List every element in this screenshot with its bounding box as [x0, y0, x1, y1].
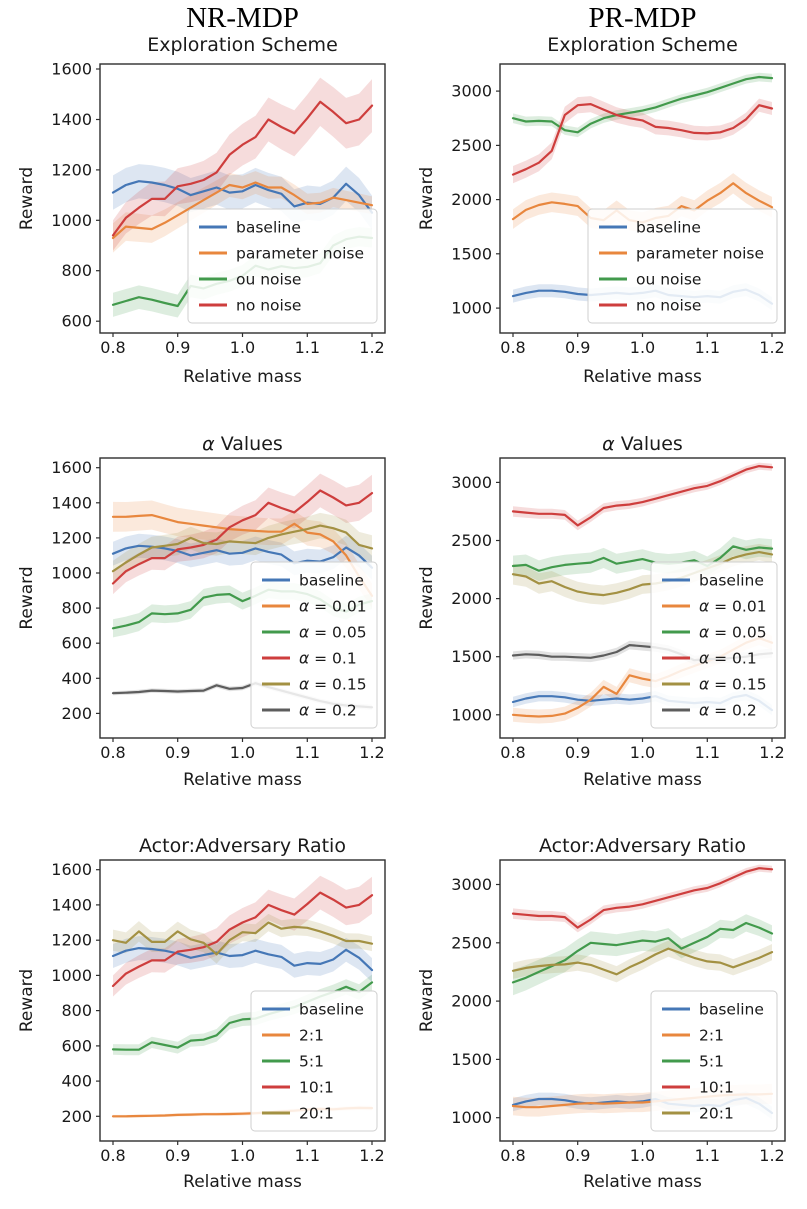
charts-column-left — [0, 34, 400, 1207]
y-tick-label: 1200 — [51, 528, 92, 548]
charts-column-right — [400, 34, 807, 1207]
legend-label: no noise — [236, 296, 302, 315]
y-axis-label: Reward — [417, 566, 437, 630]
x-tick-label: 1.1 — [694, 743, 721, 762]
chart-title: Exploration Scheme — [547, 34, 738, 56]
x-tick-label: 1.1 — [294, 338, 321, 357]
y-tick-label: 1400 — [51, 895, 92, 915]
legend-label: 10:1 — [699, 1078, 734, 1097]
legend-label: α = 0.05 — [299, 623, 367, 642]
x-tick-label: 1.1 — [694, 1146, 721, 1165]
legend-label: 20:1 — [299, 1104, 334, 1123]
x-tick-label: 0.8 — [100, 743, 126, 762]
x-axis-label: Relative mass — [183, 367, 302, 387]
y-axis-label: Reward — [417, 166, 437, 231]
y-axis-label: Reward — [417, 968, 437, 1033]
legend — [188, 209, 377, 323]
legend-label: 10:1 — [299, 1078, 334, 1097]
legend-label: α = 0.2 — [699, 701, 757, 720]
legend-label: α = 0.15 — [299, 675, 367, 694]
y-tick-label: 1500 — [451, 1049, 492, 1069]
legend-label: baseline — [636, 218, 701, 237]
legend — [251, 562, 377, 728]
legend — [588, 209, 777, 323]
chart-cell-pr-alpha-values — [400, 398, 807, 803]
column-header-nr-mdp: NR-MDP — [186, 2, 299, 34]
chart-cell-nr-exploration-scheme — [0, 34, 400, 398]
y-tick-label: 400 — [61, 668, 92, 688]
x-tick-label: 0.8 — [500, 1146, 526, 1165]
legend — [651, 991, 777, 1131]
chart-pr-actor-adversary-ratio — [400, 803, 800, 1207]
legend-label: 2:1 — [699, 1026, 724, 1045]
legend-label: α = 0.2 — [299, 701, 357, 720]
y-tick-label: 2500 — [451, 933, 492, 953]
x-axis-label: Relative mass — [583, 1172, 702, 1192]
y-tick-label: 200 — [61, 703, 92, 723]
y-tick-label: 1600 — [51, 59, 92, 79]
y-tick-label: 600 — [61, 1036, 92, 1056]
y-axis-label: Reward — [17, 566, 37, 630]
x-tick-label: 0.9 — [564, 338, 591, 357]
legend-label: 5:1 — [299, 1052, 324, 1071]
x-tick-label: 1.2 — [759, 338, 785, 357]
legend-label: ou noise — [236, 270, 302, 289]
x-tick-label: 1.1 — [294, 1146, 321, 1165]
y-tick-label: 600 — [61, 633, 92, 653]
y-tick-label: 2000 — [451, 190, 492, 210]
x-tick-label: 1.0 — [629, 338, 656, 357]
x-tick-label: 1.1 — [694, 338, 721, 357]
y-tick-label: 1000 — [51, 965, 92, 985]
chart-cell-pr-exploration-scheme — [400, 34, 807, 398]
legend-label: ou noise — [636, 270, 702, 289]
x-tick-label: 1.0 — [629, 1146, 656, 1165]
chart-title: Actor:Adversary Ratio — [539, 835, 746, 857]
chart-pr-exploration-scheme — [400, 34, 800, 398]
x-tick-label: 0.9 — [564, 743, 591, 762]
legend-label: α = 0.1 — [299, 649, 357, 668]
x-tick-label: 1.0 — [229, 1146, 256, 1165]
legend-label: no noise — [636, 296, 702, 315]
chart-pr-alpha-values — [400, 398, 800, 803]
legend — [651, 562, 777, 728]
y-tick-label: 1000 — [51, 210, 92, 230]
chart-cell-pr-actor-adversary-ratio — [400, 803, 807, 1207]
legend-label: 2:1 — [299, 1026, 324, 1045]
chart-title: α Values — [202, 433, 283, 455]
legend-label: α = 0.1 — [699, 649, 757, 668]
chart-nr-alpha-values — [0, 398, 400, 803]
legend-label: baseline — [699, 1000, 764, 1019]
y-tick-label: 1500 — [451, 647, 492, 667]
y-tick-label: 1000 — [451, 1108, 492, 1128]
x-tick-label: 0.8 — [100, 338, 126, 357]
legend-label: α = 0.01 — [699, 597, 767, 616]
column-header-pr-mdp: PR-MDP — [588, 2, 697, 34]
column-nr-mdp — [0, 0, 400, 1209]
y-tick-label: 1600 — [51, 860, 92, 880]
y-tick-label: 2500 — [451, 135, 492, 155]
x-tick-label: 0.8 — [500, 743, 526, 762]
legend-label: α = 0.05 — [699, 623, 767, 642]
legend — [251, 991, 377, 1131]
legend-label: baseline — [236, 218, 301, 237]
legend-label: 20:1 — [699, 1104, 734, 1123]
legend-label: baseline — [299, 1000, 364, 1019]
legend-label: 5:1 — [699, 1052, 724, 1071]
x-tick-label: 0.9 — [164, 743, 191, 762]
x-tick-label: 1.2 — [359, 743, 385, 762]
legend-label: parameter noise — [636, 244, 764, 263]
x-tick-label: 1.2 — [359, 1146, 385, 1165]
y-tick-label: 1400 — [51, 493, 92, 513]
y-tick-label: 1000 — [51, 563, 92, 583]
y-tick-label: 1600 — [51, 458, 92, 478]
y-tick-label: 1200 — [51, 160, 92, 180]
x-tick-label: 1.2 — [759, 743, 785, 762]
x-tick-label: 1.2 — [359, 338, 385, 357]
series-band-alpha-0-1 — [513, 463, 772, 531]
x-tick-label: 1.0 — [629, 743, 656, 762]
chart-nr-exploration-scheme — [0, 34, 400, 398]
x-tick-label: 1.1 — [294, 743, 321, 762]
chart-title: α Values — [602, 433, 683, 455]
y-tick-label: 3000 — [451, 81, 492, 101]
y-tick-label: 1000 — [451, 705, 492, 725]
chart-nr-actor-adversary-ratio — [0, 803, 400, 1207]
chart-title: Exploration Scheme — [147, 34, 338, 56]
y-tick-label: 1000 — [451, 298, 492, 318]
chart-cell-nr-alpha-values — [0, 398, 400, 803]
x-tick-label: 1.2 — [759, 1146, 785, 1165]
legend-label: baseline — [699, 571, 764, 590]
y-tick-label: 2000 — [451, 589, 492, 609]
legend-label: baseline — [299, 571, 364, 590]
y-tick-label: 1400 — [51, 110, 92, 129]
x-tick-label: 1.0 — [229, 743, 256, 762]
chart-title: Actor:Adversary Ratio — [139, 835, 346, 857]
x-tick-label: 0.8 — [500, 338, 526, 357]
y-tick-label: 200 — [61, 1106, 92, 1126]
y-axis-label: Reward — [17, 968, 37, 1033]
y-axis-label: Reward — [17, 166, 37, 231]
x-tick-label: 0.9 — [564, 1146, 591, 1165]
legend-label: α = 0.01 — [299, 597, 367, 616]
y-tick-label: 3000 — [451, 472, 492, 492]
column-pr-mdp — [400, 0, 807, 1209]
chart-cell-nr-actor-adversary-ratio — [0, 803, 400, 1207]
x-tick-label: 0.9 — [164, 1146, 191, 1165]
y-tick-label: 2000 — [451, 991, 492, 1011]
legend-label: α = 0.15 — [699, 675, 767, 694]
x-axis-label: Relative mass — [183, 1172, 302, 1192]
x-axis-label: Relative mass — [183, 770, 302, 790]
y-tick-label: 3000 — [451, 875, 492, 894]
x-tick-label: 0.8 — [100, 1146, 126, 1165]
y-tick-label: 600 — [61, 311, 92, 331]
y-tick-label: 800 — [61, 598, 92, 618]
legend-label: parameter noise — [236, 244, 364, 263]
y-tick-label: 800 — [61, 261, 92, 281]
y-tick-label: 1500 — [451, 244, 492, 264]
x-tick-label: 0.9 — [164, 338, 191, 357]
y-tick-label: 800 — [61, 1001, 92, 1021]
y-tick-label: 1200 — [51, 930, 92, 950]
x-tick-label: 1.0 — [229, 338, 256, 357]
y-tick-label: 2500 — [451, 531, 492, 550]
x-axis-label: Relative mass — [583, 367, 702, 387]
x-axis-label: Relative mass — [583, 770, 702, 790]
y-tick-label: 400 — [61, 1071, 92, 1091]
